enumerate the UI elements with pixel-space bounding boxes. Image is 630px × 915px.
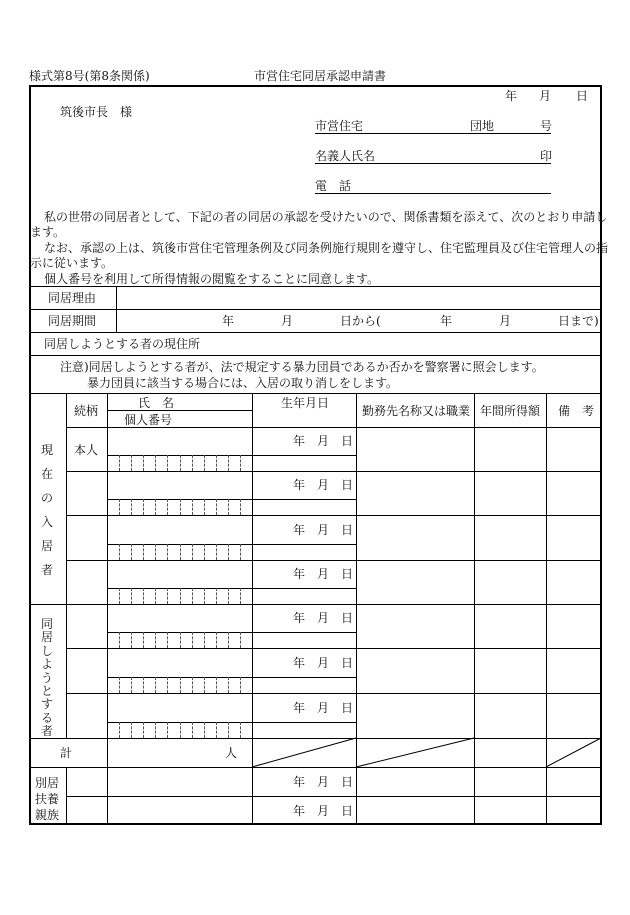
separate-label: 別居 扶養 親族	[35, 776, 60, 822]
period-year1: 年	[222, 314, 235, 328]
person-birth-d-3: 日	[341, 523, 354, 537]
reason-field[interactable]	[118, 288, 598, 307]
name-label: 名義人氏名	[315, 149, 376, 163]
sep1-day: 日	[341, 775, 354, 789]
addressee: 筑後市長 様	[60, 105, 133, 119]
sep1-month: 月	[317, 775, 330, 789]
person-birth-d-1: 日	[341, 434, 354, 448]
reason-label: 同居理由	[48, 291, 97, 305]
housing-label: 市営住宅	[315, 119, 364, 133]
body-p1-line1: 私の世帯の同居者として、下記の者の同居の承認を受けたいので、関係書類を添えて、次のとおり申請し	[44, 210, 608, 224]
person-name-field-2[interactable]	[108, 472, 251, 498]
body-p2-line1: なお、承認の上は、筑後市営住宅管理条例及び同条例施行規則を遵守し、住宅監理員及び住宅管理人の指	[44, 241, 609, 255]
person-birth-y-2: 年	[293, 478, 306, 492]
sep2-day: 日	[341, 804, 354, 818]
sep1-year: 年	[293, 775, 306, 789]
total-birth-slash	[252, 738, 356, 767]
col-income: 年間所得額	[480, 404, 541, 418]
body-p2-line2: 示に従います。	[30, 256, 114, 270]
total-remarks-slash	[546, 738, 601, 767]
person-birth-d-5: 日	[341, 611, 354, 625]
col-name: 氏 名	[138, 396, 175, 410]
person-name-field-6[interactable]	[108, 650, 251, 676]
person-birth-d-7: 日	[341, 701, 354, 715]
person-birth-m-2: 月	[317, 478, 330, 492]
group-cohabit-label: 同 居 し よ う と す る 者	[40, 617, 53, 739]
form-id: 様式第8号(第8条関係)	[29, 69, 150, 83]
person-birth-m-5: 月	[317, 611, 330, 625]
sep2-month: 月	[317, 804, 330, 818]
person-birth-y-4: 年	[293, 567, 306, 581]
gou-label: 号	[540, 119, 553, 133]
form-title: 市営住宅同居承認申請書	[254, 69, 387, 83]
person-birth-y-3: 年	[293, 523, 306, 537]
person-name-field-1[interactable]	[108, 428, 251, 454]
phone-label: 電 話	[315, 179, 352, 193]
group-current-label: 現 在 の 入 居 者	[40, 443, 53, 577]
person-birth-y-7: 年	[293, 701, 306, 715]
person-name-field-4[interactable]	[108, 561, 251, 587]
period-from: 日から(	[340, 314, 381, 328]
col-birth: 生年月日	[281, 396, 330, 410]
body-p1-line2: ます。	[30, 225, 66, 239]
person-birth-m-6: 月	[317, 656, 330, 670]
period-until: 日まで)	[558, 314, 599, 328]
date-month: 月	[539, 89, 552, 103]
person-birth-d-2: 日	[341, 478, 354, 492]
seal-label: 印	[540, 149, 553, 163]
danchi-label: 団地	[470, 119, 495, 133]
total-label: 計	[60, 746, 73, 760]
person-birth-m-1: 月	[317, 434, 330, 448]
date-day: 日	[576, 89, 589, 103]
col-remarks: 備 考	[558, 404, 595, 418]
sep2-year: 年	[293, 804, 306, 818]
body-consent: 個人番号を利用して所得情報の閲覧をすることに同意します。	[44, 272, 380, 286]
total-work-slash	[356, 738, 474, 767]
period-month1: 月	[281, 314, 294, 328]
person-birth-m-3: 月	[317, 523, 330, 537]
person-birth-y-5: 年	[293, 611, 306, 625]
notice-line1: 注意)同居しようとする者が、法で規定する暴力団員であるか否かを警察署に照会します。	[60, 360, 544, 374]
notice-line2: 暴力団員に該当する場合には、入居の取り消しをします。	[87, 376, 399, 390]
col-relation: 続柄	[74, 404, 99, 418]
date-year: 年	[505, 89, 518, 103]
col-mynumber: 個人番号	[124, 413, 173, 427]
person-name-field-5[interactable]	[108, 605, 251, 631]
person-birth-y-1: 年	[293, 434, 306, 448]
period-label: 同居期間	[48, 314, 97, 328]
person-birth-m-4: 月	[317, 567, 330, 581]
person-name-field-3[interactable]	[108, 517, 251, 543]
person-birth-y-6: 年	[293, 656, 306, 670]
current-address-label: 同居しようとする者の現住所	[44, 337, 201, 351]
person-birth-d-4: 日	[341, 567, 354, 581]
period-year2: 年	[440, 314, 453, 328]
period-month2: 月	[499, 314, 512, 328]
honnin-label: 本人	[74, 443, 99, 457]
person-name-field-7[interactable]	[108, 695, 251, 721]
col-work: 勤務先名称又は職業	[362, 404, 471, 418]
current-address-field[interactable]	[220, 334, 598, 353]
total-unit: 人	[225, 746, 238, 760]
person-birth-m-7: 月	[317, 701, 330, 715]
person-birth-d-6: 日	[341, 656, 354, 670]
